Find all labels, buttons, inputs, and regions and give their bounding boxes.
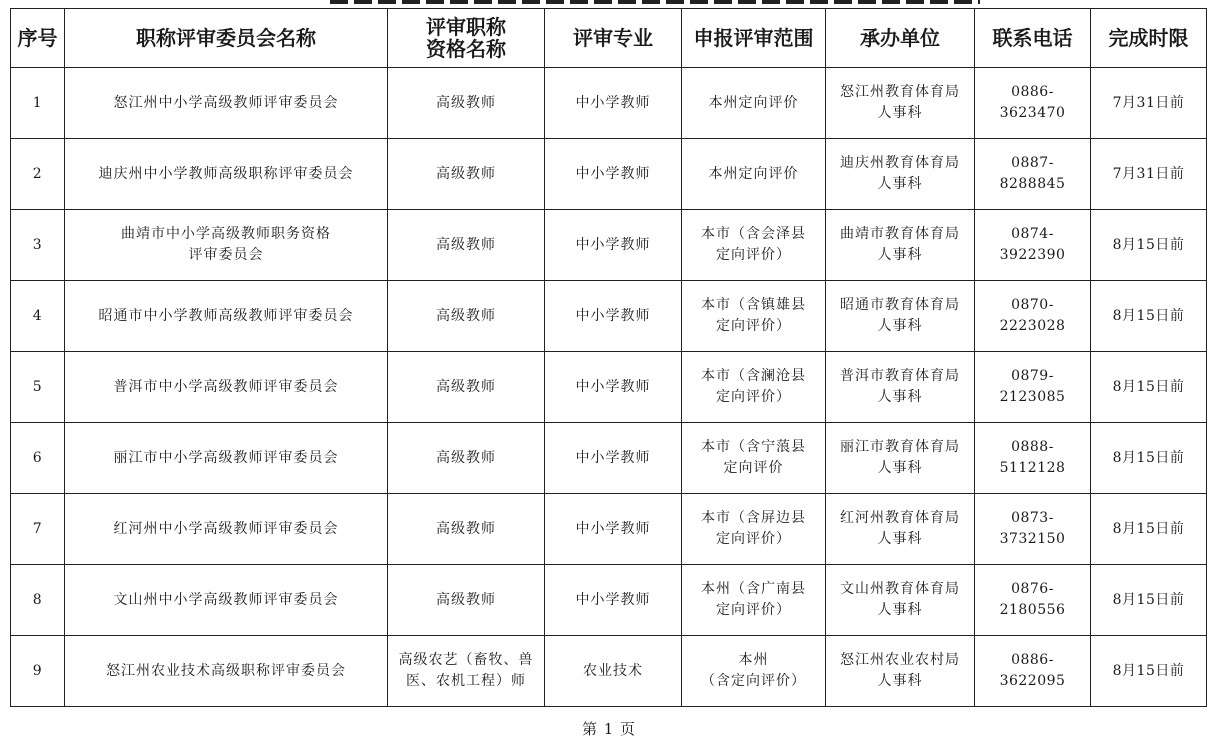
cell-scope: 本市（含会泽县 定向评价） (682, 210, 826, 281)
cell-qualification: 高级教师 (388, 423, 545, 494)
cell-no: 3 (11, 210, 65, 281)
cell-no: 8 (11, 565, 65, 636)
cell-deadline: 8月15日前 (1091, 423, 1207, 494)
cell-committee: 丽江市中小学高级教师评审委员会 (65, 423, 388, 494)
cell-qualification: 高级教师 (388, 68, 545, 139)
review-committee-table (10, 8, 1207, 707)
cell-no: 1 (11, 68, 65, 139)
cell-specialty: 中小学教师 (545, 68, 682, 139)
cell-no: 5 (11, 352, 65, 423)
table-row (11, 636, 1207, 707)
cropped-title-remnant (0, 0, 1218, 6)
cell-scope: 本市（含镇雄县 定向评价） (682, 281, 826, 352)
table-row (11, 494, 1207, 565)
cell-phone: 0888-5112128 (975, 423, 1091, 494)
cell-phone: 0876-2180556 (975, 565, 1091, 636)
cell-no: 2 (11, 139, 65, 210)
cell-specialty: 中小学教师 (545, 352, 682, 423)
cell-phone: 0874-3922390 (975, 210, 1091, 281)
cell-scope: 本州定向评价 (682, 68, 826, 139)
cell-organizer: 迪庆州教育体育局 人事科 (826, 139, 975, 210)
cell-organizer: 昭通市教育体育局 人事科 (826, 281, 975, 352)
cell-committee: 普洱市中小学高级教师评审委员会 (65, 352, 388, 423)
cell-phone: 0886-3623470 (975, 68, 1091, 139)
cell-scope: 本州（含广南县 定向评价） (682, 565, 826, 636)
table-row (11, 352, 1207, 423)
page-number: 第 1 页 (581, 720, 637, 738)
cell-qualification: 高级教师 (388, 494, 545, 565)
table-row (11, 68, 1207, 139)
cell-organizer: 曲靖市教育体育局 人事科 (826, 210, 975, 281)
cell-specialty: 中小学教师 (545, 494, 682, 565)
table-row (11, 565, 1207, 636)
cell-specialty: 农业技术 (545, 636, 682, 707)
cell-qualification: 高级教师 (388, 565, 545, 636)
cell-no: 4 (11, 281, 65, 352)
header-phone: 联系电话 (975, 9, 1091, 68)
table-row (11, 281, 1207, 352)
cell-no: 6 (11, 423, 65, 494)
cell-specialty: 中小学教师 (545, 281, 682, 352)
cell-deadline: 8月15日前 (1091, 352, 1207, 423)
header-committee: 职称评审委员会名称 (65, 9, 388, 68)
cell-organizer: 普洱市教育体育局 人事科 (826, 352, 975, 423)
cell-deadline: 8月15日前 (1091, 494, 1207, 565)
cell-no: 7 (11, 494, 65, 565)
cell-phone: 0886-3622095 (975, 636, 1091, 707)
table-row (11, 423, 1207, 494)
cell-qualification: 高级教师 (388, 352, 545, 423)
cell-committee: 迪庆州中小学教师高级职称评审委员会 (65, 139, 388, 210)
cell-specialty: 中小学教师 (545, 210, 682, 281)
cell-deadline: 8月15日前 (1091, 281, 1207, 352)
cell-qualification: 高级教师 (388, 281, 545, 352)
header-specialty: 评审专业 (545, 9, 682, 68)
cell-scope: 本市（含屏边县 定向评价） (682, 494, 826, 565)
cell-committee: 曲靖市中小学高级教师职务资格 评审委员会 (65, 210, 388, 281)
cell-committee: 昭通市中小学教师高级教师评审委员会 (65, 281, 388, 352)
cell-committee: 怒江州农业技术高级职称评审委员会 (65, 636, 388, 707)
cell-scope: 本市（含澜沧县 定向评价） (682, 352, 826, 423)
cell-phone: 0879-2123085 (975, 352, 1091, 423)
cell-specialty: 中小学教师 (545, 139, 682, 210)
table-row (11, 139, 1207, 210)
cell-organizer: 文山州教育体育局 人事科 (826, 565, 975, 636)
cell-deadline: 7月31日前 (1091, 68, 1207, 139)
cell-qualification: 高级教师 (388, 139, 545, 210)
cell-committee: 红河州中小学高级教师评审委员会 (65, 494, 388, 565)
cell-scope: 本市（含宁蒗县 定向评价 (682, 423, 826, 494)
cell-organizer: 丽江市教育体育局 人事科 (826, 423, 975, 494)
cell-scope: 本州 （含定向评价） (682, 636, 826, 707)
cell-deadline: 8月15日前 (1091, 636, 1207, 707)
cell-committee: 怒江州中小学高级教师评审委员会 (65, 68, 388, 139)
cell-deadline: 8月15日前 (1091, 565, 1207, 636)
cell-specialty: 中小学教师 (545, 565, 682, 636)
cell-scope: 本州定向评价 (682, 139, 826, 210)
cell-organizer: 怒江州农业农村局 人事科 (826, 636, 975, 707)
cell-phone: 0887-8288845 (975, 139, 1091, 210)
cell-organizer: 怒江州教育体育局 人事科 (826, 68, 975, 139)
table-row (11, 210, 1207, 281)
header-no: 序号 (11, 9, 65, 68)
cell-phone: 0873-3732150 (975, 494, 1091, 565)
cell-committee: 文山州中小学高级教师评审委员会 (65, 565, 388, 636)
header-scope: 申报评审范围 (682, 9, 826, 68)
header-organizer: 承办单位 (826, 9, 975, 68)
table-header-row (11, 9, 1207, 68)
header-qualification: 评审职称 资格名称 (388, 9, 545, 68)
cell-no: 9 (11, 636, 65, 707)
header-deadline: 完成时限 (1091, 9, 1207, 68)
cell-specialty: 中小学教师 (545, 423, 682, 494)
cell-deadline: 7月31日前 (1091, 139, 1207, 210)
cell-deadline: 8月15日前 (1091, 210, 1207, 281)
cell-qualification: 高级教师 (388, 210, 545, 281)
cell-organizer: 红河州教育体育局 人事科 (826, 494, 975, 565)
cell-qualification: 高级农艺（畜牧、兽 医、农机工程）师 (388, 636, 545, 707)
cell-phone: 0870-2223028 (975, 281, 1091, 352)
